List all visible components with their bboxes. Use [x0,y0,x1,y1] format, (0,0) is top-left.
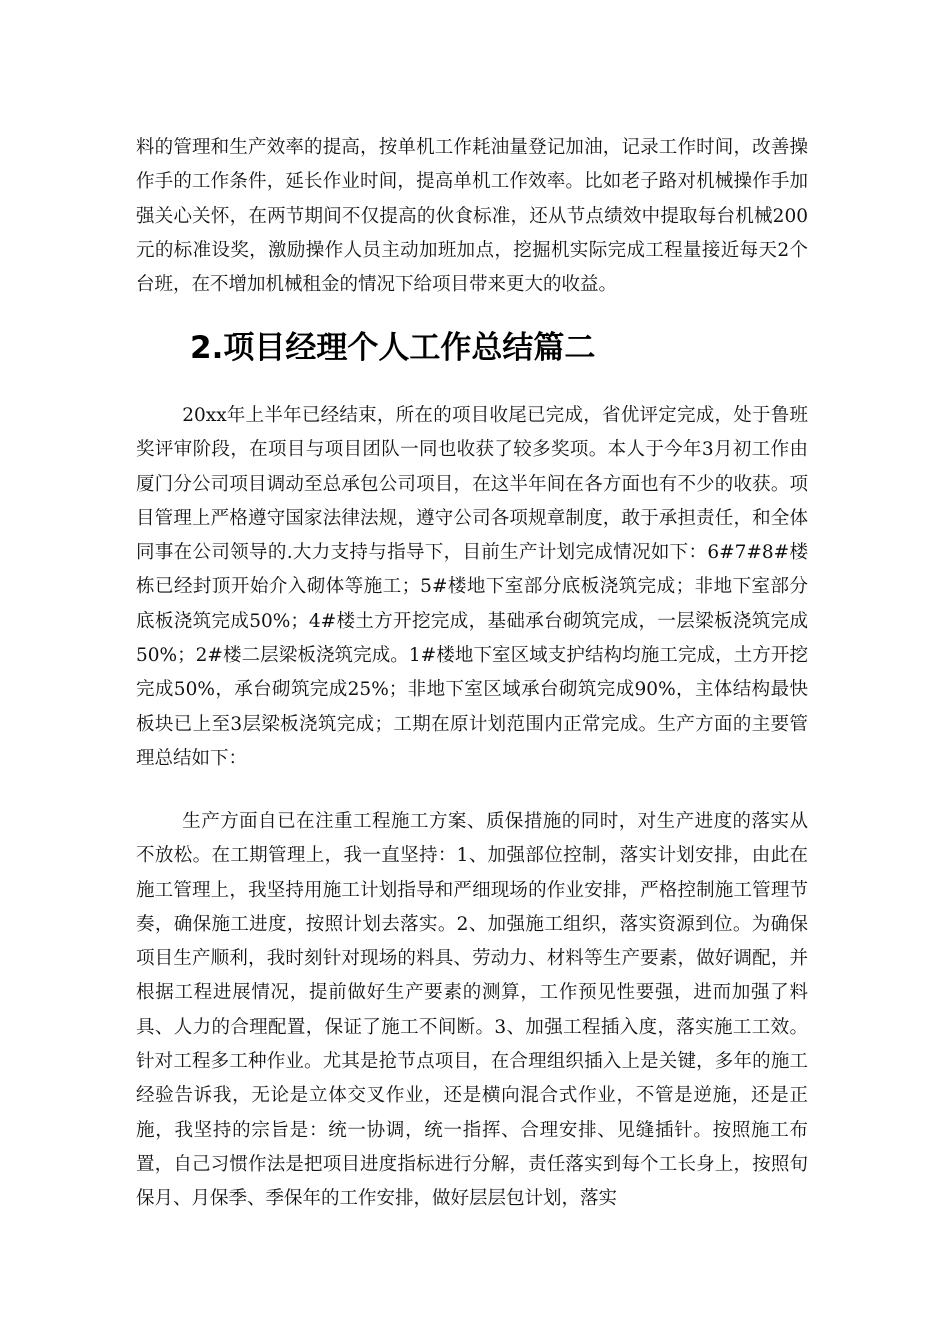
section-heading: 2.项目经理个人工作总结篇二 [190,330,596,366]
paragraph-production-management: 生产方面自已在注重工程施工方案、质保措施的同时，对生产进度的落实从不放松。在工期管理上，我一直坚持：1、加强部位控制，落实计划安排，由此在施工管理上，我坚持用施工计划指导和严细现场的作业安排，严格控制施工管理节奏，确保施工进度，按照计划去落实。2、加强施工组织，落实资源到位。为确保项目生产顺利，我时刻针对现场的料具、劳动力、材料等生产要素，做好调配，并根据工程进展情况，提前做好生产要素的测算，工作预见性要强，进而加强了料具、人力的合理配置，保证了施工不间断。3、加强工程插入度，落实施工工效。针对工程多工种作业。尤其是抢节点项目，在合理组织插入上是关键，多年的施工经验告诉我，无论是立体交叉作业，还是横向混合式作业，不管是逆施，还是正施，我坚持的宗旨是：统一协调，统一指挥、合理安排、见缝插针。按照施工布置，自己习惯作法是把项目进度指标进行分解，责任落实到每个工长身上，按照旬保月、月保季、季保年的工作安排，做好层层包计划，落实 [136,811,808,1210]
paragraph-continuation: 料的管理和生产效率的提高，按单机工作耗油量登记加油，记录工作时间，改善操作手的工作条件，延长作业时间，提高单机工作效率。比如老子路对机械操作手加强关心关怀，在两节期间不仅提高的伙食标准，还从节点绩效中提取每台机械200元的标准设奖，激励操作人员主动加班加点，挖掘机实际完成工程量接近每天2个台班，在不增加机械租金的情况下给项目带来更大的收益。 [136,137,808,296]
paragraph-first-half-summary: 20xx年上半年已经结束，所在的项目收尾已完成，省优评定完成，处于鲁班奖评审阶段，在项目与项目团队一同也收获了较多奖项。本人于今年3月初工作由厦门分公司项目调动至总承包公司项目，在这半年间在各方面也有不少的收获。项目管理上严格遵守国家法律法规，遵守公司各项规章制度，敢于承担责任，和全体同事在公司领导的.大力支持与指导下，目前生产计划完成情况如下：6#7#8#楼栋已经封顶开始介入砌体等施工；5#楼地下室部分底板浇筑完成；非地下室部分底板浇筑完成50%；4#楼土方开挖完成，基础承台砌筑完成，一层梁板浇筑完成50%；2#楼二层梁板浇筑完成。1#楼地下室区域支护结构均施工完成，土方开挖完成50%，承台砌筑完成25%；非地下室区域承台砌筑完成90%，主体结构最快板块已上至3层梁板浇筑完成；工期在原计划范围内正常完成。生产方面的主要管理总结如下： [136,405,808,769]
